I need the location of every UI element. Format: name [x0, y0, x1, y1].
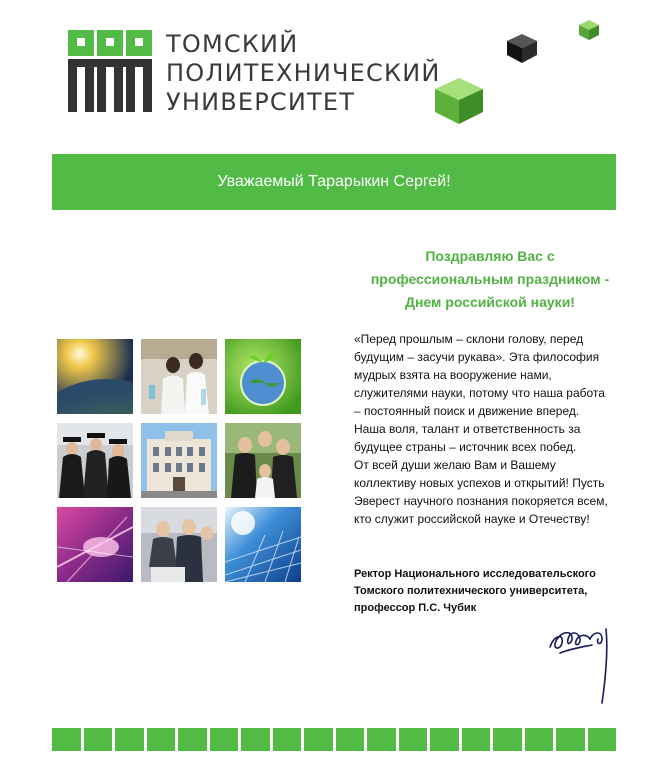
handwritten-signature [546, 625, 618, 707]
academic-procession-photo [57, 423, 133, 498]
message-line: – постоянный поиск и движение вперед. [354, 404, 580, 418]
message-line: Наша воля, талант и ответственность за [354, 422, 581, 436]
greeting-text: Уважаемый Тарарыкин Сергей! [217, 173, 451, 190]
message-line: кто служит российской науке и Отечеству! [354, 512, 590, 526]
footer-block [399, 728, 428, 751]
footer-block [273, 728, 302, 751]
officials-meeting-photo [141, 507, 217, 582]
footer-block [241, 728, 270, 751]
message-line: будущее страны – источник всех побед. [354, 440, 577, 454]
dark-cube-icon [504, 31, 540, 70]
message-line: От всей души желаю Вам и Вашему [354, 458, 556, 472]
message-line: мудрых взята на вооружение нами, [354, 368, 552, 382]
lab-scientists-photo [141, 339, 217, 414]
message-line: Эверест научного познания покоряется всем, [354, 494, 608, 508]
large-green-cube-icon [432, 74, 486, 131]
greeting-banner [52, 154, 616, 210]
message-line: «Перед прошлым – склони голову, перед [354, 332, 584, 346]
footer-block [493, 728, 522, 751]
footer-block [336, 728, 365, 751]
university-building-photo [141, 423, 217, 498]
footer-decorative-bar [52, 728, 616, 751]
headline-line-3: Днем российской науки! [405, 294, 575, 310]
graduates-photo [225, 423, 301, 498]
footer-block [178, 728, 207, 751]
footer-block [115, 728, 144, 751]
footer-block [556, 728, 585, 751]
logo-line-1: ТОМСКИЙ [166, 30, 299, 58]
signature-line-2: Томского политехнического университета, [354, 585, 588, 597]
footer-block [304, 728, 333, 751]
message-body [354, 330, 629, 528]
signature-line-1: Ректор Национального исследовательского [354, 568, 596, 580]
footer-block [84, 728, 113, 751]
congratulation-headline [340, 245, 640, 314]
rector-signature-block [354, 566, 644, 617]
footer-block [525, 728, 554, 751]
earth-photo [57, 339, 133, 414]
solar-panel-photo [225, 507, 301, 582]
footer-block [210, 728, 239, 751]
headline-line-1: Поздравляю Вас с [425, 248, 555, 264]
signature-line-3: профессор П.С. Чубик [354, 602, 477, 614]
university-name [166, 30, 441, 117]
message-line: будущим – засучи рукава». Эта философия [354, 350, 600, 364]
logo-line-3: УНИВЕРСИТЕТ [166, 88, 356, 116]
footer-block [462, 728, 491, 751]
sprout-globe-photo [225, 339, 301, 414]
footer-block [588, 728, 617, 751]
footer-block [430, 728, 459, 751]
light-rays-photo [57, 507, 133, 582]
footer-block [147, 728, 176, 751]
university-logo-mark [68, 30, 152, 112]
logo-line-2: ПОЛИТЕХНИЧЕСКИЙ [166, 59, 441, 87]
headline-line-2: профессиональным праздником - [370, 271, 610, 287]
message-line: служителями науки, потому что наша работа [354, 386, 605, 400]
small-green-cube-icon [577, 18, 601, 47]
message-line: коллективу новых успехов и открытий! Пусть [354, 476, 605, 490]
footer-block [367, 728, 396, 751]
footer-block [52, 728, 81, 751]
